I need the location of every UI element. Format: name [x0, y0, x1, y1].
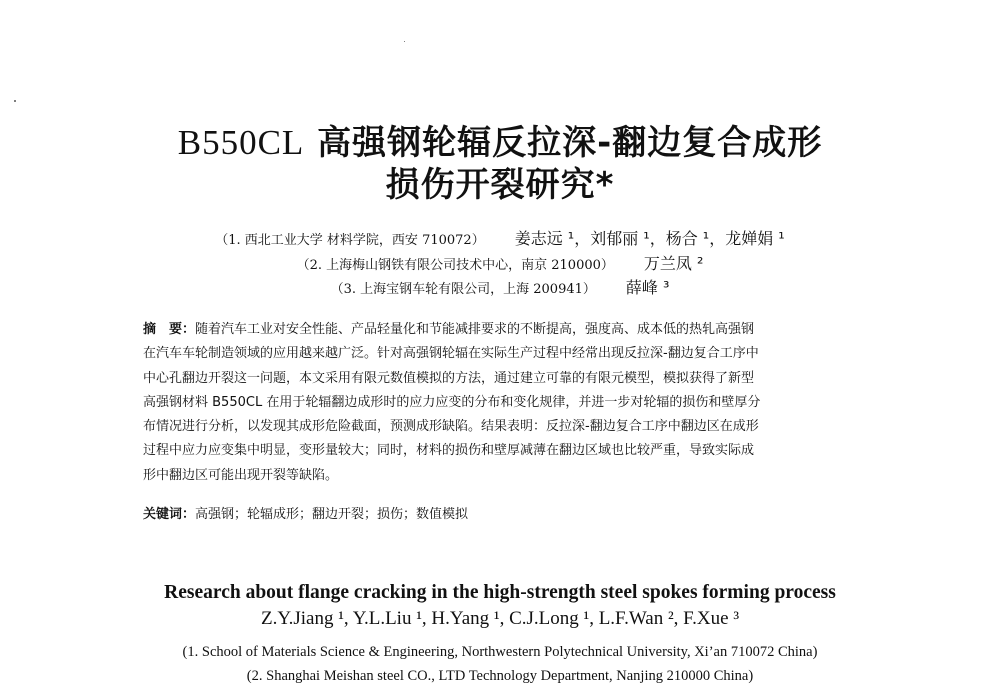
abstract-line: 形中翻边区可能出现开裂等缺陷。 — [143, 467, 339, 483]
chinese-title-line-1 — [0, 122, 1000, 164]
affiliation-cn: （1. 西北工业大学 材料学院，西安 710072） — [215, 233, 485, 248]
keywords — [143, 505, 888, 525]
abstract-label: 摘 要： — [143, 322, 196, 337]
chinese-title-line-2: 损伤开裂研究* — [385, 165, 615, 205]
english-affiliation-1: (1. School of Materials Science & Engineering, Northwestern Polytechnical University, Xi’an 710072 China) — [182, 644, 818, 660]
chinese-title-text: 高强钢轮辐反拉深-翻边复合成形 — [304, 123, 823, 163]
keywords-text: 高强钢；轮辐成形；翻边开裂；损伤；数值模拟 — [195, 507, 469, 522]
abstract-line: 过程中应力应变集中明显，变形量较大；同时，材料的损伤和壁厚减薄在翻边区域也比较严重，导致实际成 — [143, 443, 755, 459]
scan-speck — [14, 100, 16, 102]
abstract-line: 中心孔翻边开裂这一问题，本文采用有限元数值模拟的方法，通过建立可靠的有限元模型，模拟获得了新型 — [143, 370, 755, 386]
affiliation-row-3 — [0, 278, 1000, 300]
affiliation-row-1 — [0, 229, 1000, 251]
abstract-line: 布情况进行分析，以发现其成形危险截面，预测成形缺陷。结果表明：反拉深-翻边复合工序中翻边区在成形 — [143, 419, 759, 435]
english-affiliation-2: (2. Shanghai Meishan steel CO., LTD Technology Department, Nanjing 210000 China) — [246, 668, 754, 684]
abstract — [143, 318, 888, 488]
affiliation-row-2 — [0, 254, 1000, 276]
keywords-label: 关键词： — [143, 507, 196, 522]
affiliation-cn: （3. 上海宝钢车轮有限公司，上海 200941） — [330, 282, 596, 297]
english-authors: Z.Y.Jiang ¹, Y.L.Liu ¹, H.Yang ¹, C.J.Long ¹, L.F.Wan ², F.Xue ³ — [260, 608, 740, 629]
author-names-cn: 薛峰 ³ — [625, 278, 670, 297]
author-names-cn: 姜志远 ¹，刘郁丽 ¹，杨合 ¹，龙婵娟 ¹ — [514, 229, 785, 248]
author-names-cn: 万兰凤 ² — [643, 254, 704, 273]
scan-speck — [404, 41, 405, 42]
english-title: Research about flange cracking in the high-strength steel spokes forming process — [164, 582, 836, 603]
chinese-title-latin: B550CL — [177, 123, 305, 162]
affiliation-cn: （2. 上海梅山钢铁有限公司技术中心，南京 210000） — [296, 258, 614, 273]
abstract-line: 在汽车车轮制造领域的应用越来越广泛。针对高强钢轮辐在实际生产过程中经常出现反拉深-翻边复合工序中 — [143, 346, 759, 362]
abstract-line: 高强钢材料 B550CL 在用于轮辐翻边成形时的应力应变的分布和变化规律，并进一步对轮辐的损伤和壁厚分 — [143, 394, 761, 410]
abstract-line: 摘 要：随着汽车工业对安全性能、产品轻量化和节能减排要求的不断提高，强度高、成本低的热轧高强钢 — [143, 322, 755, 337]
